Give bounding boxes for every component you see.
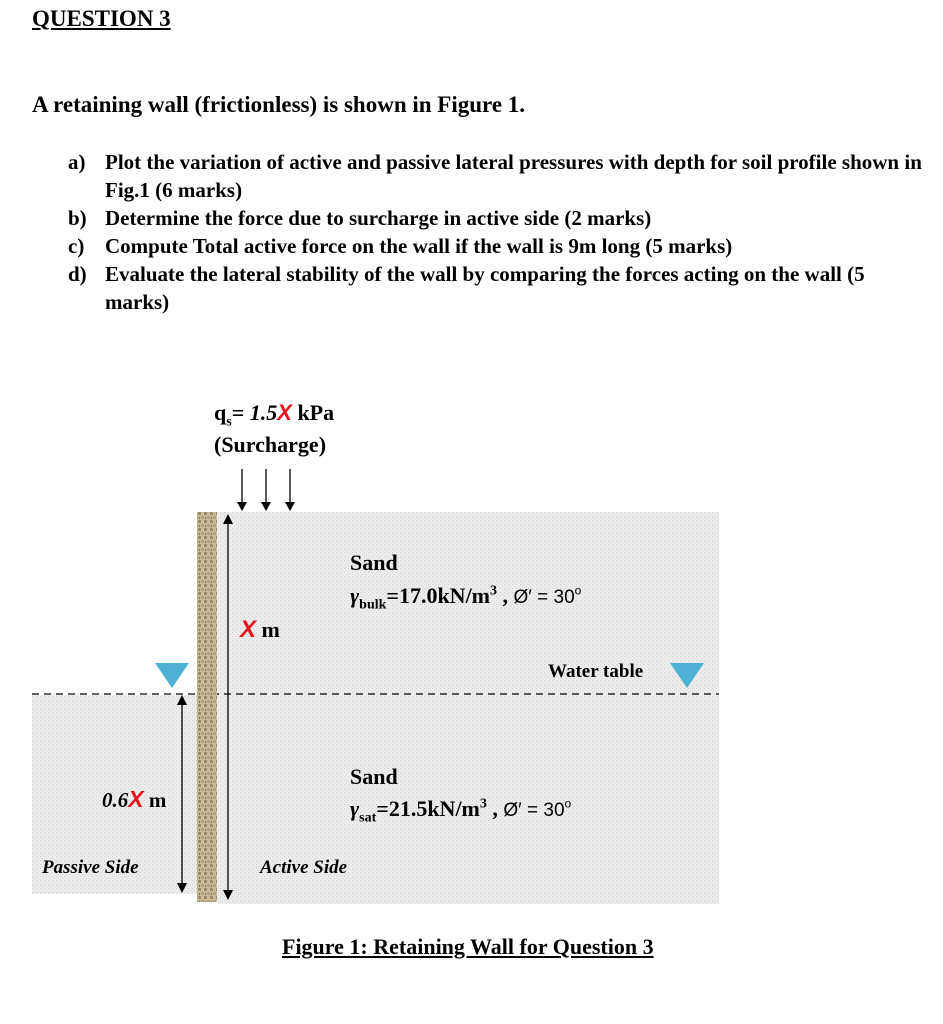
surcharge-value: $q_s= 1.5X$ kPa — [214, 400, 335, 430]
figure-caption: Figure 1: Retaining Wall for Question 3 — [282, 934, 654, 959]
active-height-label: X m — [240, 616, 280, 643]
active-side-label: Active Side — [260, 857, 348, 878]
lower-layer-name: Sand — [350, 764, 398, 789]
question-intro: A retaining wall (frictionless) is shown in Figure 1. — [32, 92, 526, 117]
item-text: Evaluate the lateral stability of the wall by comparing the forces acting on the wall (5 marks) — [105, 262, 865, 314]
item-text: Plot the variation of active and passive lateral pressures with depth for soil profile shown in Fig.1 (6 marks) — [105, 150, 922, 202]
surcharge-label: (Surcharge) — [214, 432, 327, 457]
upper-layer-name: Sand — [350, 550, 398, 575]
surcharge-arrows — [237, 469, 295, 511]
upper-layer-properties: $\gamma_{bulk}=17.0kN/m^3$ , Ø′ = $30^o$ — [350, 583, 582, 613]
item-label: d) — [68, 262, 87, 286]
water-table-label: Water table — [548, 661, 644, 682]
water-marker-icon — [155, 663, 189, 688]
item-label: a) — [68, 150, 86, 174]
passive-side-label: Passive Side — [42, 857, 139, 878]
retaining-wall — [197, 512, 217, 902]
question-title: QUESTION 3 — [32, 6, 171, 31]
item-text: Determine the force due to surcharge in active side (2 marks) — [105, 206, 652, 230]
lower-layer-properties: $\gamma_{sat}=21.5kN/m^3$ , Ø′ = $30^o$ — [350, 796, 572, 826]
item-text: Compute Total active force on the wall if the wall is 9m long (5 marks) — [105, 234, 733, 258]
active-soil-block — [217, 512, 719, 904]
passive-height-label: 0.6X m — [102, 786, 167, 812]
item-label: c) — [68, 234, 85, 258]
item-label: b) — [68, 206, 87, 230]
